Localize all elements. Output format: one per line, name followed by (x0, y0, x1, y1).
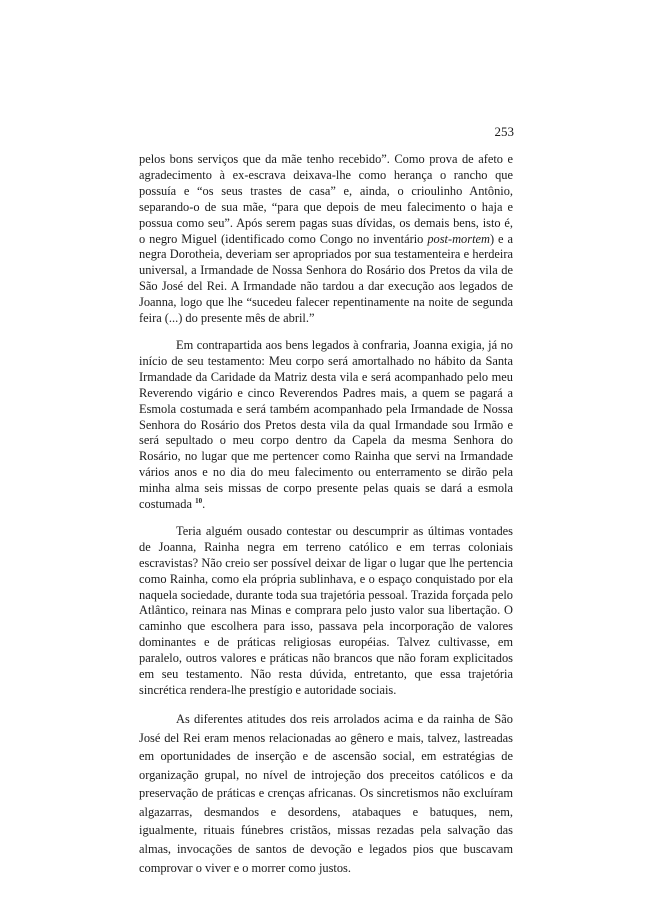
page-number: 253 (494, 124, 514, 139)
paragraph-4-text: As diferentes atitudes dos reis arrolados acima e da rainha de São José del Rei eram menos relacionadas ao gênero e mais, talvez, lastreadas em oportunidades de inserção e de ascensão social, em estratégias de organização grupal, no nível de introjeção dos preceitos católicos e da preservação de práticas e crenças africanas. Os sincretismos não excluíram algazarras, desmandos e desordens, atabaques e batuques, nem, igualmente, rituais fúnebres cristãos, missas rezadas pela salvação das almas, invocações de santos de devoção e legados pios que buscavam comprovar o viver e o morrer como justos. (139, 711, 513, 875)
paragraph-2-period: . (202, 497, 206, 512)
paragraph-1-italic-term: post-mortem (427, 231, 490, 246)
footnote-marker: 10 (195, 496, 203, 505)
paragraph-1-text-b: ) e a negra Dorotheia, deveriam ser apropriados por sua testamenteira e herdeira universal, a Irmandade de Nossa Senhora do Rosário dos Pretos da vila de São José del Rei. A Irmandade não tardou a dar execução aos legados de Joanna, logo que lhe “sucedeu falecer repentinamente na noite de segunda feira (...) do presente mês de abril.” (139, 231, 513, 326)
paragraph-3-text: Teria alguém ousado contestar ou descumprir as últimas vontades de Joanna, Rainha negra em terreno católico e em terras coloniais escravistas? Não creio ser possível deixar de ligar o lugar que lhe pertencia como Rainha, como ela própria sublinhava, e o espaço conquistado por ela naquela sociedade, durante toda sua trajetória pessoal. Trazida forçada pelo Atlântico, reinara nas Minas e comprara pelo justo valor sua libertação. O caminho que escolhera para isso, passava pela incorporação de valores dominantes e de práticas religiosas européias. Talvez cultivasse, em paralelo, outros valores e práticas não brancos que não foram explicitados em seu testamento. Não resta dúvida, entretanto, que essa trajetória sincrética rendera-lhe prestígio e autoridade sociais. (139, 523, 513, 697)
paragraph-1 (139, 152, 513, 327)
paragraph-3 (139, 524, 513, 699)
paragraph-4 (139, 710, 513, 877)
paragraph-1-text-a: pelos bons serviços que da mãe tenho recebido”. Como prova de afeto e agradecimento à ex-escrava deixava-lhe como herança o rancho que possuía e “os seus trastes de casa” e, ainda, o crioulinho Antônio, separando-o de sua mãe, “para que depois de meu falecimento o haja e possua como seu”. Após serem pagas suas dívidas, os demais bens, isto é, o negro Miguel (identificado como Congo no inventário (139, 152, 513, 246)
body-text (139, 152, 513, 877)
paragraph-2-text: Em contrapartida aos bens legados à confraria, Joanna exigia, já no início de seu testamento: Meu corpo será amortalhado no hábito da Santa Irmandade da Caridade da Matriz desta vila e será acompanhado pelo meu Reverendo vigário e cinco Reverendos Padres mais, a quem se pagará a Esmola costumada e será também acompanhado pela Irmandade de Nossa Senhora do Rosário dos Pretos desta vila da qual Irmandade sou Irmão e será sepultado o meu corpo dentro da Capela da mesma Senhora do Rosário, no lugar que me pertencer como Rainha que servi na Irmandade vários anos e no dia do meu falecimento ou enterramento se dirão pela minha alma seis missas de corpo presente pelas quais se dará a esmola costumada (139, 337, 513, 512)
paragraph-2 (139, 338, 513, 513)
